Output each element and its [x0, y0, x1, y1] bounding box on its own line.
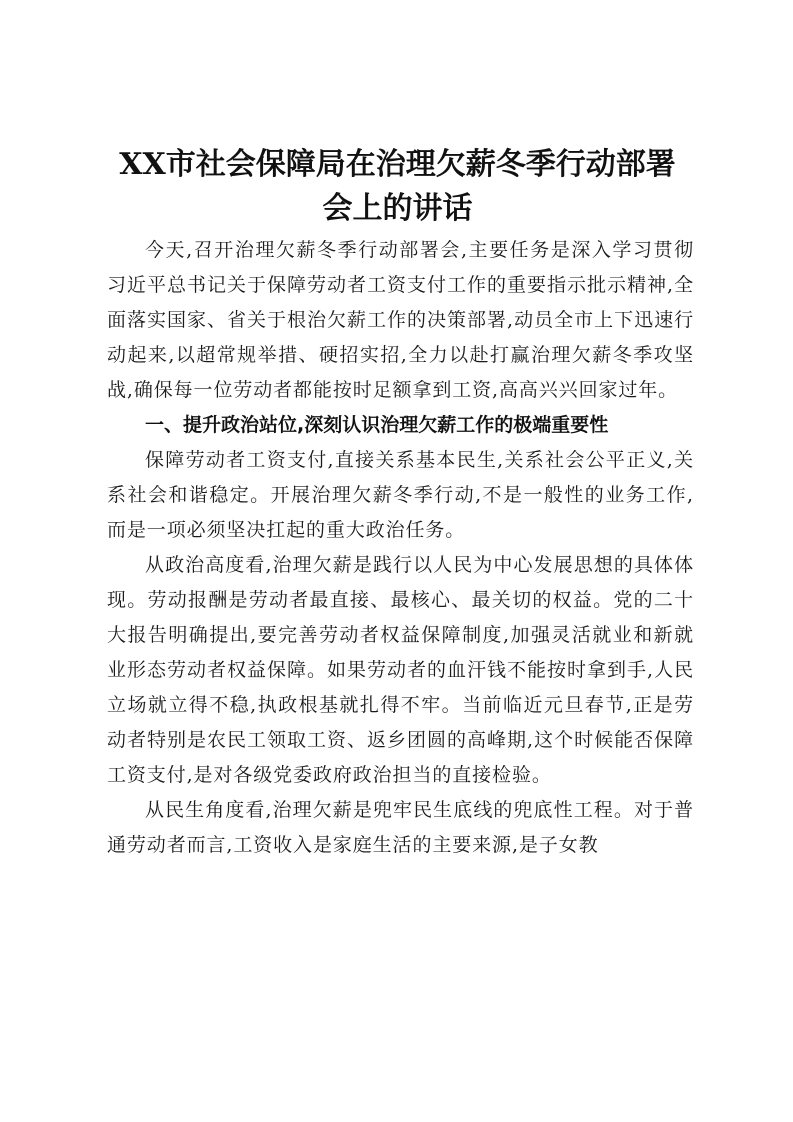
body-paragraph: 从政治高度看,治理欠薪是践行以人民为中心发展思想的具体体现。劳动报酬是劳动者最直接、最核心、最关切的权益。党的二十大报告明确提出,要完善劳动者权益保障制度,加强灵活就业和新就业形态劳动者权益保障。如果劳动者的血汗钱不能按时拿到手,人民立场就立得不稳,执政根基就扎得不牢。当前临近元旦春节,正是劳动者特别是农民工领取工资、返乡团圆的高峰期,这个时候能否保障工资支付,是对各级党委政府政治担当的直接检验。	[107, 554, 694, 786]
document-title: XX市社会保障局在治理欠薪冬季行动部署会上的讲话	[119, 147, 676, 226]
body-paragraph: 从民生角度看,治理欠薪是兜牢民生底线的兜底性工程。对于普通劳动者而言,工资收入是家庭生活的主要来源,是子女教	[107, 799, 694, 856]
intro-paragraph: 今天,召开治理欠薪冬季行动部署会,主要任务是深入学习贯彻习近平总书记关于保障劳动者工资支付工作的重要指示批示精神,全面落实国家、省关于根治欠薪工作的决策部署,动员全市上下迅速行动起来,以超常规举措、硬招实招,全力以赴打赢治理欠薪冬季攻坚战,确保每一位劳动者都能按时足额拿到工资,高高兴兴回家过年。	[107, 239, 694, 401]
body-paragraph: 保障劳动者工资支付,直接关系基本民生,关系社会公平正义,关系社会和谐稳定。开展治理欠薪冬季行动,不是一般性的业务工作,而是一项必须坚决扛起的重大政治任务。	[107, 449, 694, 541]
document-body	[107, 233, 694, 863]
section-heading: 一、提升政治站位,深刻认识治理欠薪工作的极端重要性	[145, 414, 609, 436]
